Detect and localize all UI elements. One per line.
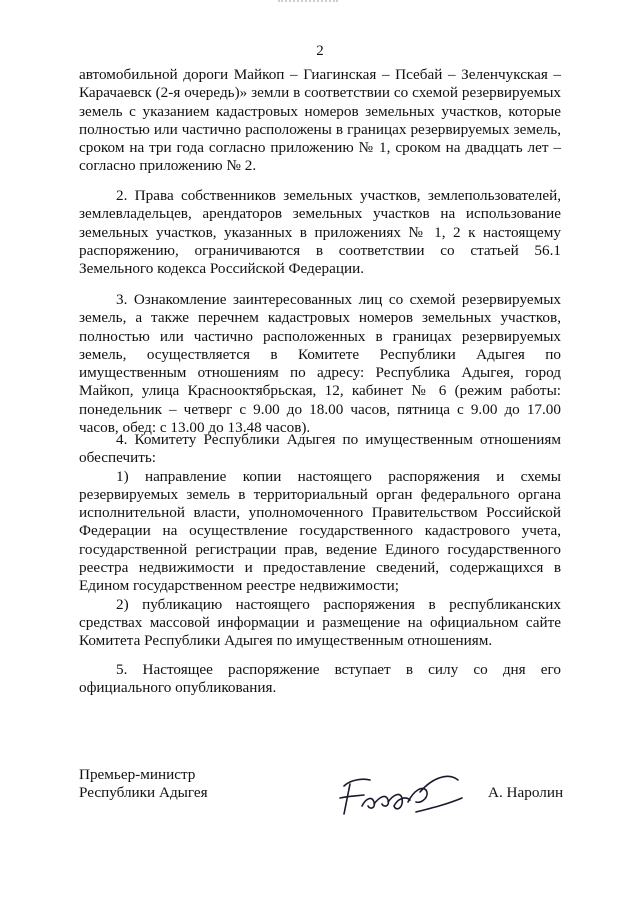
signer-name: А. Наролин — [488, 784, 564, 801]
handwritten-signature — [336, 768, 466, 820]
signer-position-line-2: Республики Адыгея — [79, 784, 208, 802]
paragraph-4: 4. Комитету Республики Адыгея по имущественным отношениям обеспечить: — [79, 431, 561, 467]
signer-position-line-1: Премьер-министр — [79, 766, 196, 783]
page-number: 2 — [316, 43, 324, 59]
paragraph-4-item-1: 1) направление копии настоящего распоряжения и схемы резервируемых земель в территориальный орган федерального органа исполнительной власти, уполномоченного Правительством Российской Федерации на осуществление государственного кадастрового учета, государственной регистрации прав, ведение Единого государственного реестра недвижимости и предоставление сведений, содержащихся в Едином государственном реестре недвижимости; — [79, 467, 561, 595]
paragraph-4-block — [79, 431, 561, 651]
signer-position — [79, 766, 259, 803]
scan-artifact — [278, 0, 338, 8]
paragraph-5: 5. Настоящее распоряжение вступает в силу со дня его официального опубликования. — [79, 661, 561, 697]
paragraph-4-item-2: 2) публикацию настоящего распоряжения в республиканских средствах массовой информации и размещение на официальном сайте Комитета Республики Адыгея по имущественным отношениям. — [79, 595, 561, 650]
paragraph-3: 3. Ознакомление заинтересованных лиц со схемой резервируемых земель, а также перечнем кадастровых номеров земельных участков, полностью или частично расположенных в границах резервируемых земель, осуществляется в Комитете Республики Адыгея по имущественным отношениям по адресу: Республика Адыгея, город Майкоп, улица Краснооктябрьская, 12, кабинет № 6 (режим работы: понедельник – четверг с 9.00 до 18.00 часов, пятница с 9.00 до 17.00 часов, обед: с 13.00 до 13.48 часов). — [79, 291, 561, 437]
paragraph-continuation: автомобильной дороги Майкоп – Гиагинская – Псебай – Зеленчукская – Карачаевск (2-я очередь)» земли в соответствии со схемой резервируемых земель с указанием кадастровых номеров земельных участков, которые полностью или частично расположены в границах резервируемых земель, сроком на три года согласно приложению № 1, сроком на двадцать лет – согласно приложению № 2. — [79, 66, 561, 175]
paragraph-2: 2. Права собственников земельных участков, землепользователей, землевладельцев, арендаторов земельных участков на использование земельных участков, указанных в приложениях № 1, 2 к настоящему распоряжению, ограничиваются в соответствии со статьей 56.1 Земельного кодекса Российской Федерации. — [79, 187, 561, 278]
